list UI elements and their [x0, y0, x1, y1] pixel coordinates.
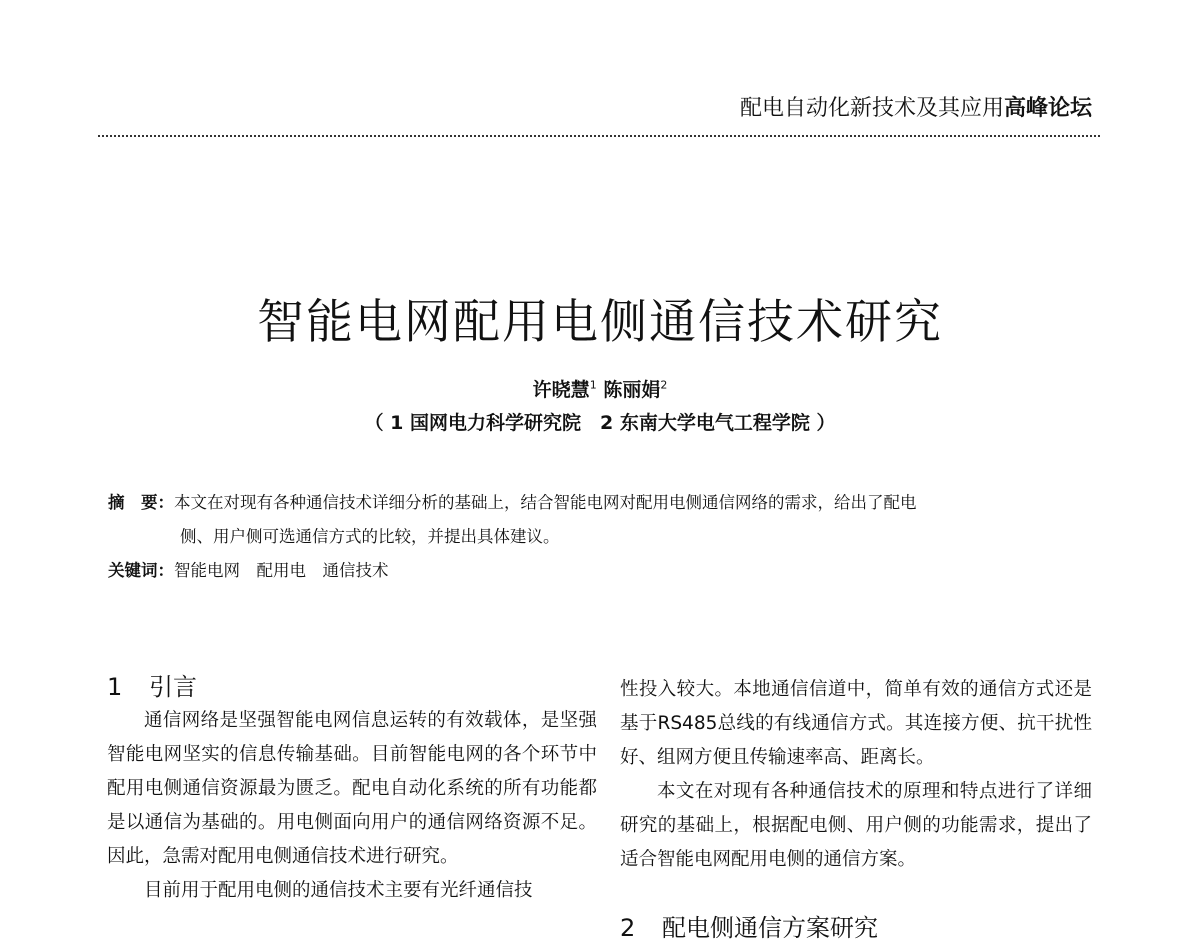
- section-heading-2: [620, 911, 1092, 945]
- paragraph: 本文在对现有各种通信技术的原理和特点进行了详细研究的基础上，根据配电侧、用户侧的功能需求，提出了适合智能电网配用电侧的通信方案。: [620, 781, 1092, 870]
- paragraph: 通信网络是坚强智能电网信息运转的有效载体，是坚强智能电网坚实的信息传输基础。目前智能电网的各个环节中配用电侧通信资源最为匮乏。配电自动化系统的所有功能都是以通信为基础的。用电侧面向用户的通信网络资源不足。因此，急需对配用电侧通信技术进行研究。: [107, 710, 597, 867]
- paragraph: 性投入较大。本地通信信道中，简单有效的通信方式还是基于RS485总线的有线通信方式。其连接方便、抗干扰性好、组网方便且传输速率高、距离长。: [620, 679, 1092, 768]
- section-title: 引言: [149, 673, 197, 701]
- author-1: 许晓慧: [532, 379, 590, 401]
- section-number: 1: [107, 673, 123, 701]
- paragraph: 目前用于配用电侧的通信技术主要有光纤通信技: [144, 880, 533, 901]
- keywords-text: 智能电网 配用电 通信技术: [174, 561, 389, 580]
- paper-title: 智能电网配用电侧通信技术研究: [257, 295, 943, 350]
- author-1-affil-mark: 1: [589, 378, 597, 392]
- keywords: [108, 557, 389, 581]
- abstract-label: 摘 要：: [108, 493, 174, 512]
- abstract-text-2: 侧、用户侧可选通信方式的比较，并提出具体建议。: [180, 527, 560, 546]
- header-divider: [98, 135, 1100, 137]
- running-header-text: 配电自动化新技术及其应用: [739, 96, 1004, 121]
- section-number: 2: [620, 914, 636, 942]
- abstract-line-1: [108, 486, 1098, 520]
- author-2: 陈丽娟: [603, 379, 661, 401]
- running-header-bold: 高峰论坛: [1003, 96, 1092, 121]
- author-2-affil-mark: 2: [660, 378, 668, 392]
- running-header: [740, 91, 1092, 122]
- section-title: 配电侧通信方案研究: [662, 914, 878, 942]
- section-heading-1: [107, 670, 597, 704]
- abstract: [108, 486, 1098, 554]
- affiliations: （ 1 国网电力科学研究院 2 东南大学电气工程学院 ）: [364, 412, 836, 434]
- keywords-label: 关键词：: [108, 561, 174, 580]
- left-column: [107, 670, 597, 908]
- abstract-text-1: 本文在对现有各种通信技术详细分析的基础上，结合智能电网对配用电侧通信网络的需求，给出了配电: [174, 493, 917, 512]
- right-column: [620, 673, 1092, 945]
- author-line: [0, 375, 1200, 402]
